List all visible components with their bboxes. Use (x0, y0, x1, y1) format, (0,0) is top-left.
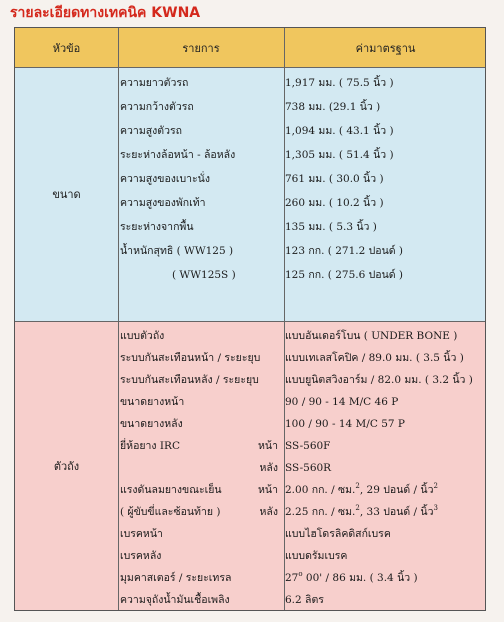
spec-value-text: 27 (285, 572, 299, 584)
spec-value (285, 348, 464, 368)
table-row (118, 348, 485, 368)
spec-value-superscript: 2 (433, 482, 438, 490)
spec-value (285, 502, 438, 522)
spec-value-text: แบบยูนิตสวิงอาร์ม / 82.0 มม. ( 3.2 นิ้ว ) (285, 374, 473, 386)
spec-value (285, 121, 394, 141)
spec-value (285, 436, 330, 456)
spec-value-text: 738 มม. (29.1 นิ้ว ) (285, 101, 381, 113)
spec-value (285, 241, 403, 261)
item-label: แบบตัวถัง (120, 330, 165, 342)
table-row (118, 590, 485, 610)
spec-value (285, 193, 384, 213)
item-label: ขนาดยางหน้า (120, 396, 185, 408)
item-label: ความกว้างตัวรถ (120, 101, 194, 113)
item-sub-label: หลัง (259, 506, 278, 518)
header-spec: ค่ามาตรฐาน (355, 41, 416, 55)
spec-value (285, 414, 405, 434)
table-row (118, 169, 485, 189)
spec-value-superscript: 2 (355, 504, 360, 512)
spec-value-tail: , 33 ปอนด์ / นิ้ว (359, 506, 434, 518)
item-label: ยี่ห้อยาง IRC (120, 440, 180, 452)
header-topic: หัวข้อ (52, 41, 81, 55)
table-row (118, 414, 485, 434)
table-row (118, 436, 485, 456)
spec-value (285, 524, 391, 544)
spec-value-text: แบบเทเลสโคปิค / 89.0 มม. ( 3.5 นิ้ว ) (285, 352, 464, 364)
spec-value-text: แบบไฮโดรลิคดิสก์เบรค (285, 528, 391, 540)
item-sub-label: หลัง (259, 462, 278, 474)
item-label: แรงดันลมยางขณะเย็น (120, 484, 222, 496)
spec-value (285, 169, 384, 189)
spec-value (285, 546, 347, 566)
table-row (118, 392, 485, 412)
item-label: ความจุถังน้ำมันเชื้อเพลิง (120, 594, 230, 606)
item-label: ระยะห่างล้อหน้า - ล้อหลัง (120, 149, 236, 161)
spec-value-text: 125 กก. ( 275.6 ปอนด์ ) (285, 269, 404, 281)
spec-value-text: 90 / 90 - 14 M/C 46 P (285, 396, 399, 408)
spec-value (285, 265, 403, 285)
spec-value-text: 761 มม. ( 30.0 นิ้ว ) (285, 173, 384, 185)
spec-value (285, 458, 331, 478)
table-row (118, 241, 485, 261)
spec-value-text: 6.2 ลิตร (285, 594, 324, 606)
item-label: ระบบกันสะเทือนหน้า / ระยะยุบ (120, 352, 261, 364)
spec-value (285, 590, 324, 610)
spec-value-text: 1,094 มม. ( 43.1 นิ้ว ) (285, 125, 394, 137)
spec-value-text: 2.00 กก. / ซม. (285, 484, 356, 496)
spec-value (285, 480, 438, 500)
spec-value-text: 123 กก. ( 271.2 ปอนด์ ) (285, 245, 404, 257)
header-item: รายการ (182, 41, 220, 55)
spec-value (285, 326, 457, 346)
spec-value (285, 370, 473, 390)
spec-value (285, 568, 418, 588)
spec-value-text: แบบดรัมเบรค (285, 550, 348, 562)
item-label: ความสูงของเบาะนั่ง (120, 173, 210, 185)
spec-table (14, 27, 486, 611)
item-label: ความยาวตัวรถ (120, 77, 189, 89)
spec-value-text: 1,917 มม. ( 75.5 นิ้ว ) (285, 77, 394, 89)
table-row (118, 568, 485, 588)
group-size: ขนาด (52, 188, 81, 201)
spec-value (285, 392, 398, 412)
item-label: ขนาดยางหลัง (120, 418, 183, 430)
table-row (118, 524, 485, 544)
table-row (118, 458, 485, 478)
spec-value-tail: , 29 ปอนด์ / นิ้ว (359, 484, 434, 496)
item-label: เบรคหน้า (120, 528, 163, 540)
spec-value (285, 145, 394, 165)
item-label: ( WW125S ) (172, 269, 236, 281)
item-label: มุมคาสเตอร์ / ระยะเทรล (120, 572, 232, 584)
spec-value (285, 73, 394, 93)
table-row (118, 502, 485, 522)
spec-value-tail: 00' / 86 มม. ( 3.4 นิ้ว ) (302, 572, 418, 584)
page-title: รายละเอียดทางเทคนิค KWNA (10, 5, 201, 21)
table-row (118, 480, 485, 500)
spec-value-text: SS-560F (285, 440, 331, 452)
spec-value (285, 97, 380, 117)
spec-value-text: 1,305 มม. ( 51.4 นิ้ว ) (285, 149, 394, 161)
table-row (118, 193, 485, 213)
table-row (118, 73, 485, 93)
table-row (118, 326, 485, 346)
spec-value-text: 100 / 90 - 14 M/C 57 P (285, 418, 405, 430)
table-row (118, 145, 485, 165)
item-label: ความสูงตัวรถ (120, 125, 182, 137)
table-row (118, 370, 485, 390)
item-label: น้ำหนักสุทธิ ( WW125 ) (120, 245, 234, 257)
item-label: ระบบกันสะเทือนหลัง / ระยะยุบ (120, 374, 259, 386)
group-body: ตัวถัง (53, 459, 80, 473)
item-label: เบรคหลัง (120, 550, 162, 562)
spec-value-text: 135 มม. ( 5.3 นิ้ว ) (285, 221, 377, 233)
table-row (118, 546, 485, 566)
item-sub-label: หน้า (258, 484, 278, 496)
spec-value-text: แบบอันเดอร์โบน ( UNDER BONE ) (285, 330, 458, 342)
spec-value-superscript: 3 (433, 504, 438, 512)
spec-value-text: 260 มม. ( 10.2 นิ้ว ) (285, 197, 384, 209)
item-sub-label: หน้า (258, 440, 278, 452)
table-row (118, 217, 485, 237)
spec-value (285, 217, 377, 237)
table-row (118, 265, 485, 285)
spec-value-text: SS-560R (285, 462, 332, 474)
spec-value-superscript: 2 (355, 482, 360, 490)
item-label: ระยะห่างจากพื้น (120, 221, 194, 233)
spec-value-superscript: o (298, 570, 303, 578)
table-row (118, 121, 485, 141)
spec-value-text: 2.25 กก. / ซม. (285, 506, 356, 518)
item-label: ความสูงของพักเท้า (120, 197, 206, 209)
table-row (118, 97, 485, 117)
item-label: ( ผู้ขับขี่และซ้อนท้าย ) (120, 506, 221, 518)
